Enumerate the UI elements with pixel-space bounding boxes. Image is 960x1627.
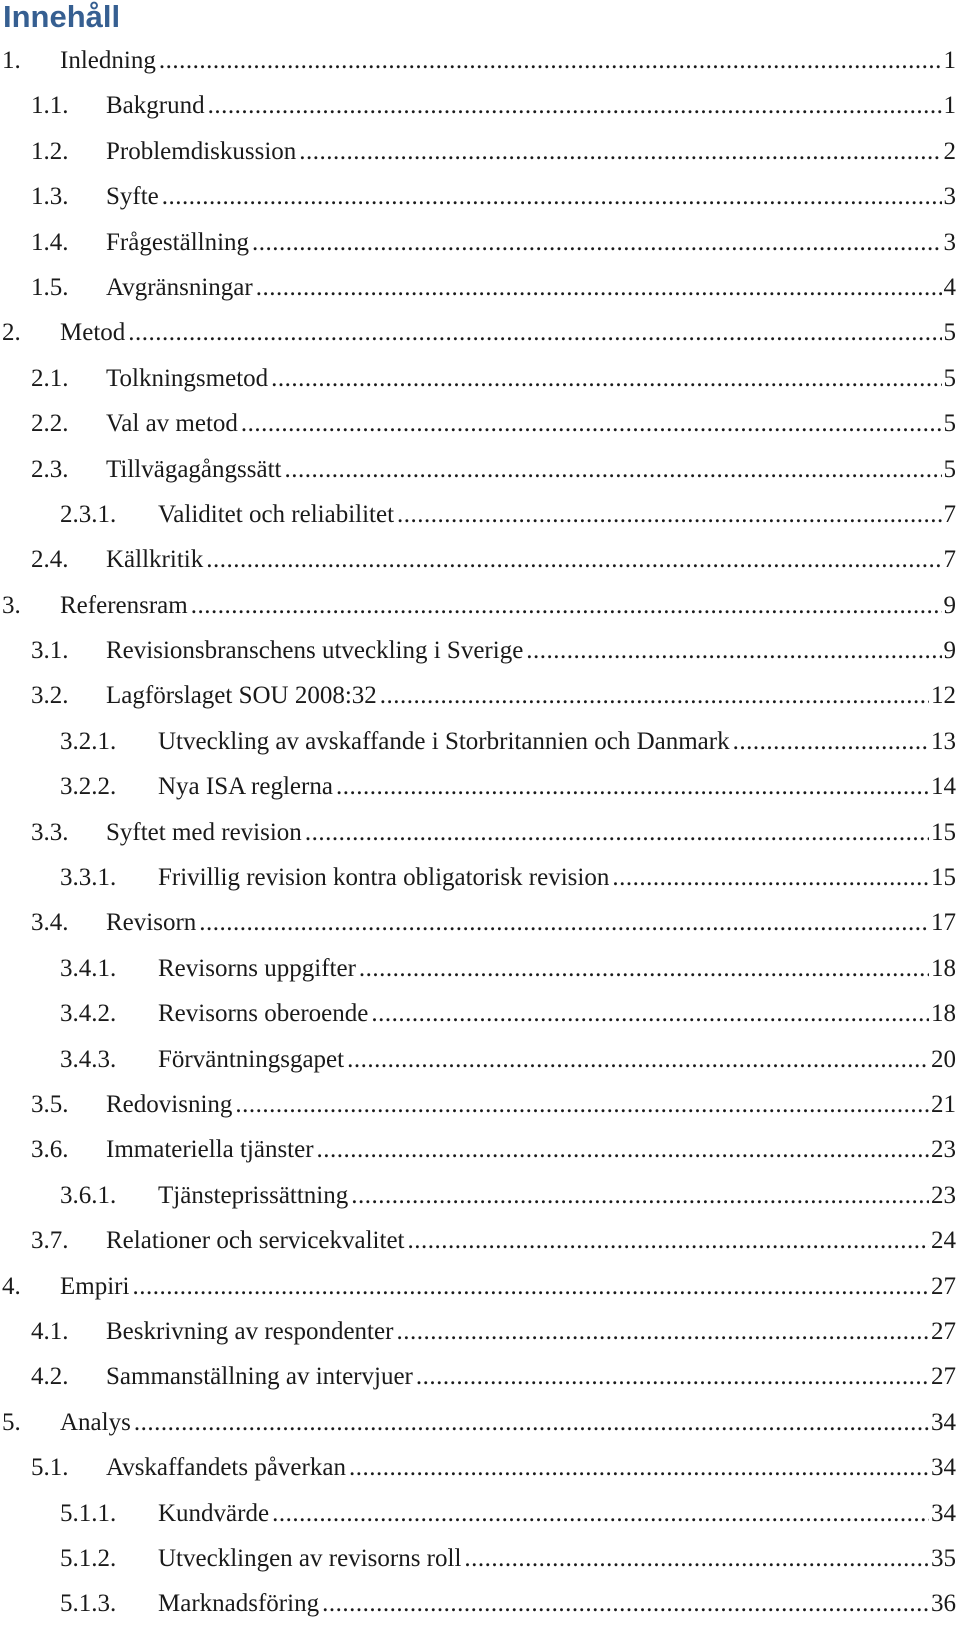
dot-leader	[128, 310, 941, 355]
toc-entry-number: 3.3.	[31, 818, 69, 846]
toc-entry-number: 3.4.2.	[60, 1000, 117, 1028]
toc-entry-number: 5.1.3.	[60, 1590, 117, 1618]
toc-entry-number: 1.4.	[31, 228, 69, 256]
toc-entry-number: 5.1.	[31, 1454, 69, 1482]
toc-entry[interactable]	[0, 1354, 960, 1399]
toc-entry[interactable]	[0, 1445, 960, 1490]
toc-entry-page-number[interactable]: 23	[929, 1127, 956, 1172]
toc-entry[interactable]	[0, 1400, 960, 1445]
toc-entry-page-number[interactable]: 1	[942, 38, 957, 83]
toc-entry[interactable]	[0, 628, 960, 673]
toc-entry-title[interactable]: Redovisning	[106, 1082, 235, 1127]
toc-entry-title[interactable]: Frivillig revision kontra obligatorisk revision	[158, 855, 612, 900]
dot-leader	[336, 764, 929, 809]
dot-leader	[526, 628, 941, 673]
toc-entry-number: 3.2.2.	[60, 773, 117, 801]
toc-entry-number: 3.7.	[31, 1227, 69, 1255]
dot-leader	[322, 1581, 929, 1626]
toc-entry-number: 3.6.1.	[60, 1181, 117, 1209]
toc-entry-number: 2.2.	[31, 410, 69, 438]
dot-leader	[380, 673, 929, 718]
toc-entry-line	[158, 1581, 956, 1626]
toc-entry-number: 3.2.	[31, 682, 69, 710]
toc-entry-title[interactable]: Lagförslaget SOU 2008:32	[106, 673, 380, 718]
toc-entry-title[interactable]: Analys	[60, 1400, 134, 1445]
toc-entry-page-number[interactable]: 15	[929, 810, 956, 855]
toc-entry-line	[158, 1536, 956, 1581]
dot-leader	[349, 1445, 929, 1490]
toc-entry[interactable]	[0, 129, 960, 174]
toc-entry-number: 1.	[2, 47, 21, 74]
dot-leader	[359, 946, 929, 991]
toc-entry-number: 2.4.	[31, 546, 69, 574]
toc-entry[interactable]	[0, 265, 960, 310]
toc-entry[interactable]	[0, 1082, 960, 1127]
dot-leader	[162, 174, 942, 219]
toc-entry-line	[106, 356, 956, 401]
toc-entry-page-number[interactable]: 34	[929, 1445, 956, 1490]
toc-entry-line	[106, 810, 956, 855]
toc-entry-line	[106, 129, 956, 174]
toc-entry[interactable]	[0, 1218, 960, 1263]
dot-leader	[256, 265, 942, 310]
dot-leader	[299, 129, 941, 174]
dot-leader	[733, 719, 929, 764]
toc-entry[interactable]	[0, 174, 960, 219]
toc-entry-title[interactable]: Beskrivning av respondenter	[106, 1309, 396, 1354]
toc-entry-page-number[interactable]: 5	[942, 401, 957, 446]
toc-entry[interactable]	[0, 401, 960, 446]
toc-entry-page-number[interactable]: 27	[929, 1264, 956, 1309]
dot-leader	[208, 83, 942, 128]
toc-entry-line	[106, 174, 956, 219]
toc-entry-title[interactable]: Utvecklingen av revisorns roll	[158, 1536, 464, 1581]
toc-entry-title[interactable]: Nya ISA reglerna	[158, 764, 336, 809]
toc-entry-number: 3.4.1.	[60, 954, 117, 982]
toc-entry-line	[106, 1082, 956, 1127]
toc-entry[interactable]	[0, 1173, 960, 1218]
toc-entry-page-number[interactable]: 17	[929, 900, 956, 945]
toc-entry-number: 2.3.1.	[60, 500, 117, 528]
toc-entry-number: 1.1.	[31, 92, 69, 120]
toc-entry-title[interactable]: Sammanställning av intervjuer	[106, 1354, 416, 1399]
toc-entry-title[interactable]: Syftet med revision	[106, 810, 305, 855]
toc-entry[interactable]	[0, 83, 960, 128]
toc-entry[interactable]	[0, 1491, 960, 1536]
toc-entry-title[interactable]: Val av metod	[106, 401, 241, 446]
toc-entry-line	[158, 492, 956, 537]
toc-entry-title[interactable]: Bakgrund	[106, 83, 208, 128]
toc-entry-number: 1.5.	[31, 273, 69, 301]
toc-entry-line	[106, 673, 956, 718]
toc-entry-number: 5.	[2, 1408, 21, 1436]
dot-leader	[159, 38, 942, 83]
toc-entry-number: 5.1.1.	[60, 1499, 117, 1527]
toc-entry[interactable]	[0, 900, 960, 945]
toc-entry-page-number[interactable]: 12	[929, 673, 956, 718]
toc-entry-page-number[interactable]: 3	[942, 220, 957, 265]
toc-entry[interactable]	[0, 810, 960, 855]
toc-entry-line	[106, 1354, 956, 1399]
toc-entry-line	[60, 1264, 956, 1309]
dot-leader	[397, 492, 941, 537]
toc-entry-title[interactable]: Revisionsbranschens utveckling i Sverige	[106, 628, 526, 673]
toc-entry-line	[158, 991, 956, 1036]
toc-entry[interactable]	[0, 1127, 960, 1172]
toc-entry-title[interactable]: Förväntningsgapet	[158, 1037, 347, 1082]
toc-entry-line	[106, 1445, 956, 1490]
toc-entry-line	[158, 719, 956, 764]
toc-entry-line	[60, 38, 956, 83]
toc-entry[interactable]	[0, 492, 960, 537]
toc-entry-line	[106, 1309, 956, 1354]
toc-entry-line	[106, 401, 956, 446]
dot-leader	[199, 900, 929, 945]
toc-entry-page-number[interactable]: 35	[929, 1536, 956, 1581]
toc-entry-line	[158, 764, 956, 809]
toc-entry-page-number[interactable]: 4	[942, 265, 957, 310]
toc-entry-page-number[interactable]: 5	[942, 310, 957, 355]
toc-entry-page-number[interactable]: 7	[942, 492, 957, 537]
dot-leader	[241, 401, 942, 446]
toc-entry-title[interactable]: Kundvärde	[158, 1491, 272, 1536]
toc-entry-number: 3.2.1.	[60, 727, 117, 755]
toc-entry-title[interactable]: Immateriella tjänster	[106, 1127, 317, 1172]
toc-entry-number: 3.6.	[31, 1136, 69, 1164]
toc-entry[interactable]	[0, 1581, 960, 1626]
toc-entry-title[interactable]: Avgränsningar	[106, 265, 256, 310]
toc-entry-title[interactable]: Utveckling av avskaffande i Storbritannien och Danmark	[158, 719, 733, 764]
toc-entry-title[interactable]: Tjänsteprissättning	[158, 1173, 351, 1218]
toc-entry[interactable]	[0, 356, 960, 401]
toc-entry-line	[158, 855, 956, 900]
toc-entry[interactable]	[0, 946, 960, 991]
toc-entry-title[interactable]: Syfte	[106, 174, 162, 219]
toc-entry-page-number[interactable]: 1	[942, 83, 957, 128]
toc-entry-line	[60, 1400, 956, 1445]
toc-entry[interactable]	[0, 583, 960, 628]
toc-entry-number: 2.	[2, 319, 21, 347]
toc-entry-page-number[interactable]: 36	[929, 1581, 956, 1626]
toc-entry-number: 1.2.	[31, 137, 69, 165]
toc-entry-title[interactable]: Problemdiskussion	[106, 129, 299, 174]
toc-entry-number: 4.	[2, 1272, 21, 1300]
toc-entry-number: 3.5.	[31, 1090, 69, 1118]
toc-entry[interactable]	[0, 991, 960, 1036]
toc-entry-number: 4.2.	[31, 1363, 69, 1391]
toc-entry-number: 5.1.2.	[60, 1544, 117, 1572]
dot-leader	[408, 1218, 930, 1263]
toc-entry-number: 3.4.3.	[60, 1045, 117, 1073]
toc-entry-page-number[interactable]: 27	[929, 1309, 956, 1354]
dot-leader	[272, 1491, 929, 1536]
toc-entry-line	[60, 583, 956, 628]
toc-entry-line	[106, 628, 956, 673]
toc-entry-number: 3.3.1.	[60, 864, 117, 892]
toc-entry-page-number[interactable]: 9	[942, 628, 957, 673]
toc-entry-line	[106, 83, 956, 128]
toc-entry[interactable]	[0, 1309, 960, 1354]
dot-leader	[464, 1536, 929, 1581]
toc-entry-line	[106, 900, 956, 945]
toc-entry-line	[158, 946, 956, 991]
toc-entry-page-number[interactable]: 27	[929, 1354, 956, 1399]
toc-entry-number: 1.3.	[31, 183, 69, 211]
dot-leader	[612, 855, 929, 900]
toc-entry[interactable]	[0, 447, 960, 492]
dot-leader	[284, 447, 941, 492]
toc-entry-page-number[interactable]: 20	[929, 1037, 956, 1082]
dot-leader	[191, 583, 942, 628]
toc-entry-title[interactable]: Empiri	[60, 1264, 132, 1309]
toc-entry-line	[158, 1037, 956, 1082]
toc-list	[0, 38, 960, 1627]
toc-entry-page-number[interactable]: 7	[942, 537, 957, 582]
toc-entry-title[interactable]: Referensram	[60, 583, 191, 628]
toc-entry-number: 3.1.	[31, 637, 69, 665]
toc-entry-page-number[interactable]: 34	[929, 1491, 956, 1536]
dot-leader	[235, 1082, 929, 1127]
toc-entry[interactable]	[0, 1037, 960, 1082]
toc-entry-line	[106, 1218, 956, 1263]
toc-entry-title[interactable]: Revisorns oberoende	[158, 991, 371, 1036]
toc-entry-title[interactable]: Revisorns uppgifter	[158, 946, 359, 991]
toc-entry-line	[106, 447, 956, 492]
toc-entry[interactable]	[0, 855, 960, 900]
toc-entry-page-number[interactable]: 9	[942, 583, 957, 628]
toc-entry-page-number[interactable]: 13	[929, 719, 956, 764]
toc-entry-number: 2.3.	[31, 455, 69, 483]
toc-entry[interactable]	[0, 310, 960, 355]
dot-leader	[347, 1037, 929, 1082]
toc-entry-title[interactable]: Revisorn	[106, 900, 199, 945]
toc-entry-title[interactable]: Inledning	[60, 38, 159, 83]
dot-leader	[134, 1400, 929, 1445]
toc-entry-page-number[interactable]: 5	[942, 356, 957, 401]
dot-leader	[271, 356, 941, 401]
toc-entry-title[interactable]: Tillvägagångssätt	[106, 447, 284, 492]
toc-entry-number: 3.	[2, 591, 21, 619]
toc-entry[interactable]	[0, 764, 960, 809]
toc-entry-page-number[interactable]: 3	[942, 174, 957, 219]
dot-leader	[396, 1309, 929, 1354]
toc-entry-title[interactable]: Tolkningsmetod	[106, 356, 271, 401]
dot-leader	[317, 1127, 929, 1172]
toc-entry-line	[158, 1491, 956, 1536]
toc-entry-page-number[interactable]: 34	[929, 1400, 956, 1445]
dot-leader	[371, 991, 929, 1036]
toc-entry-title[interactable]: Metod	[60, 310, 128, 355]
toc-entry-number: 4.1.	[31, 1317, 69, 1345]
toc-entry-page-number[interactable]: 2	[942, 129, 957, 174]
toc-entry-line	[106, 220, 956, 265]
toc-entry-number: 3.4.	[31, 909, 69, 937]
toc-entry-title[interactable]: Relationer och servicekvalitet	[106, 1218, 408, 1263]
toc-entry-line	[158, 1173, 956, 1218]
toc-entry-title[interactable]: Frågeställning	[106, 220, 252, 265]
toc-entry-line	[60, 310, 956, 355]
toc-entry-title[interactable]: Källkritik	[106, 537, 206, 582]
toc-entry-title[interactable]: Validitet och reliabilitet	[158, 492, 397, 537]
toc-entry-title[interactable]: Avskaffandets påverkan	[106, 1445, 349, 1490]
toc-entry-title[interactable]: Marknadsföring	[158, 1581, 322, 1626]
toc-entry-page-number[interactable]: 24	[929, 1218, 956, 1263]
dot-leader	[132, 1264, 929, 1309]
toc-entry[interactable]	[0, 1264, 960, 1309]
toc-entry-line	[106, 537, 956, 582]
toc-entry-page-number[interactable]: 15	[929, 855, 956, 900]
toc-entry-line	[106, 265, 956, 310]
toc-entry-page-number[interactable]: 18	[929, 991, 956, 1036]
dot-leader	[252, 220, 941, 265]
dot-leader	[305, 810, 929, 855]
dot-leader	[416, 1354, 929, 1399]
toc-entry[interactable]	[0, 719, 960, 764]
toc-entry-page-number[interactable]: 18	[929, 946, 956, 991]
toc-entry[interactable]	[0, 537, 960, 582]
toc-entry[interactable]	[0, 220, 960, 265]
toc-entry[interactable]	[0, 673, 960, 718]
dot-leader	[351, 1173, 929, 1218]
toc-entry-line	[106, 1127, 956, 1172]
toc-entry-page-number[interactable]: 23	[929, 1173, 956, 1218]
toc-entry-page-number[interactable]: 5	[942, 447, 957, 492]
toc-entry-page-number[interactable]: 14	[929, 764, 956, 809]
toc-entry-page-number[interactable]: 21	[929, 1082, 956, 1127]
toc-entry-number: 2.1.	[31, 364, 69, 392]
toc-entry[interactable]	[0, 1536, 960, 1581]
toc-heading: Innehåll	[3, 0, 121, 34]
toc-entry[interactable]	[0, 38, 960, 83]
dot-leader	[206, 537, 941, 582]
